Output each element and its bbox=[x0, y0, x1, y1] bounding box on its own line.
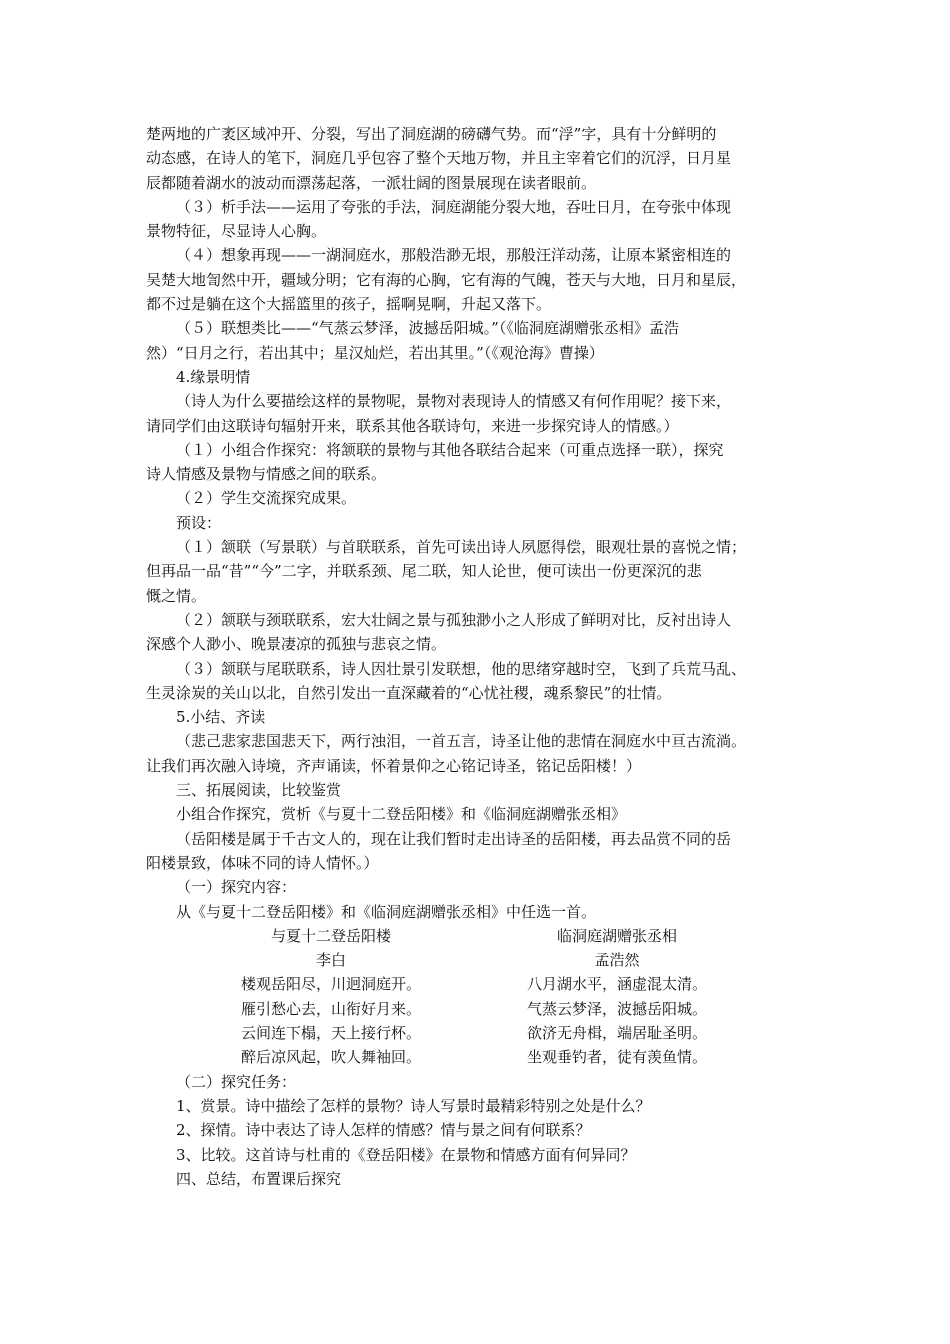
paragraph-line: （４）想象再现——一湖洞庭水，那般浩渺无垠，那般汪洋动荡，让原本紧密相连的 bbox=[176, 246, 732, 265]
body-text bbox=[146, 122, 826, 924]
paragraph-line: （悲己悲家悲国悲天下，两行浊泪，一首五言，诗圣让他的悲情在洞庭水中亘古流淌。 bbox=[176, 732, 747, 751]
poem-right bbox=[467, 924, 767, 1070]
poem-comparison bbox=[146, 924, 826, 1067]
paragraph-line: 让我们再次融入诗境，齐声诵读，怀着景仰之心铭记诗圣，铭记岳阳楼！） bbox=[146, 756, 642, 775]
poem-title: 与夏十二登岳阳楼 bbox=[270, 926, 391, 945]
task-item: 2、探情。诗中表达了诗人怎样的情感？情与景之间有何联系？ bbox=[176, 1121, 591, 1140]
paragraph-line: 辰都随着湖水的波动而漂荡起落，一派壮阔的图景展现在读者眼前。 bbox=[146, 173, 597, 192]
poem-line: 坐观垂钓者，徒有羡鱼情。 bbox=[526, 1048, 707, 1067]
paragraph-line: （诗人为什么要描绘这样的景物呢，景物对表现诗人的情感又有何作用呢？接下来， bbox=[176, 392, 732, 411]
task-list bbox=[146, 1070, 826, 1191]
poem-line: 欲济无舟楫，端居耻圣明。 bbox=[526, 1023, 707, 1042]
paragraph-line: （２）学生交流探究成果。 bbox=[176, 489, 357, 508]
paragraph-line: 请同学们由这联诗句辐射开来，联系其他各联诗句，来进一步探究诗人的情感。） bbox=[146, 416, 679, 435]
paragraph-line: 从《与夏十二登岳阳楼》和《临洞庭湖赠张丞相》中任选一首。 bbox=[176, 902, 597, 921]
paragraph-line: 都不过是躺在这个大摇篮里的孩子，摇啊晃啊，升起又落下。 bbox=[146, 295, 552, 314]
section-heading: 三、拓展阅读，比较鉴赏 bbox=[176, 781, 342, 800]
task-item: 1、赏景。诗中描绘了怎样的景物？诗人写景时最精彩特别之处是什么？ bbox=[176, 1097, 651, 1116]
section-heading: 4.缘景明情 bbox=[176, 367, 251, 386]
poem-left bbox=[181, 924, 481, 1070]
paragraph-line: 慨之情。 bbox=[146, 586, 207, 605]
poem-title: 临洞庭湖赠张丞相 bbox=[556, 926, 677, 945]
paragraph-line: 然）“日月之行，若出其中；星汉灿烂，若出其里。”（《观沧海》曹操） bbox=[146, 343, 604, 362]
paragraph-line: 诗人情感及景物与情感之间的联系。 bbox=[146, 465, 387, 484]
poem-line: 八月湖水平，涵虚混太清。 bbox=[526, 975, 707, 994]
paragraph-line: （３）析手法——运用了夸张的手法，洞庭湖能分裂大地，吞吐日月，在夸张中体现 bbox=[176, 197, 732, 216]
paragraph-line: （１）颔联（写景联）与首联联系，首先可读出诗人夙愿得偿，眼观壮景的喜悦之情； bbox=[176, 538, 747, 557]
paragraph-line: 阳楼景致，体味不同的诗人情怀。） bbox=[146, 853, 379, 872]
section-heading: 5.小结、齐读 bbox=[176, 708, 266, 727]
section-heading: 四、总结，布置课后探究 bbox=[176, 1169, 342, 1188]
paragraph-line: （２）颔联与颈联联系，宏大壮阔之景与孤独渺小之人形成了鲜明对比，反衬出诗人 bbox=[176, 610, 732, 629]
poem-line: 楼观岳阳尽，川迥洞庭开。 bbox=[240, 975, 421, 994]
paragraph-line: （５）联想类比——“气蒸云梦泽，波撼岳阳城。”（《临洞庭湖赠张丞相》孟浩 bbox=[176, 319, 679, 338]
paragraph-line: （３）颔联与尾联联系，诗人因壮景引发联想，他的思绪穿越时空，飞到了兵荒马乱、 bbox=[176, 659, 747, 678]
paragraph-line: 生灵涂炭的关山以北，自然引发出一直深藏着的“心忧社稷，魂系黎民”的壮情。 bbox=[146, 683, 672, 702]
paragraph-line: 楚两地的广袤区域冲开、分裂，写出了洞庭湖的磅礴气势。而“浮”字，具有十分鲜明的 bbox=[146, 125, 717, 143]
paragraph-line: 动态感，在诗人的笔下，洞庭几乎包容了整个天地万物，并且主宰着它们的沉浮，日月星 bbox=[146, 149, 732, 168]
poem-author: 孟浩然 bbox=[594, 951, 640, 970]
paragraph-line: 小组合作探究，赏析《与夏十二登岳阳楼》和《临洞庭湖赠张丞相》 bbox=[176, 805, 627, 824]
section-heading: （一）探究内容： bbox=[176, 878, 297, 897]
paragraph-line: 深感个人渺小、晚景凄凉的孤独与悲哀之情。 bbox=[146, 635, 447, 654]
task-item: 3、比较。这首诗与杜甫的《登岳阳楼》在景物和情感方面有何异同？ bbox=[176, 1145, 636, 1164]
paragraph-line: 景物特征，尽显诗人心胸。 bbox=[146, 222, 327, 241]
poem-author: 李白 bbox=[315, 951, 346, 970]
paragraph-line: 但再品一品“昔”“今”二字，并联系颈、尾二联，知人论世，便可读出一份更深沉的悲 bbox=[146, 562, 702, 581]
poem-line: 雁引愁心去，山衔好月来。 bbox=[240, 999, 421, 1018]
section-heading: （二）探究任务： bbox=[176, 1072, 297, 1091]
paragraph-line: 预设： bbox=[176, 513, 222, 532]
paragraph-line: （１）小组合作探究：将颔联的景物与其他各联结合起来（可重点选择一联），探究 bbox=[176, 440, 724, 459]
paragraph-line: 吴楚大地訇然中开，疆域分明；它有海的心胸，它有海的气魄，苍天与大地，日月和星辰， bbox=[146, 270, 747, 289]
poem-line: 气蒸云梦泽，波撼岳阳城。 bbox=[526, 999, 707, 1018]
poem-line: 云间连下榻，天上接行杯。 bbox=[240, 1023, 421, 1042]
document-page bbox=[146, 122, 826, 1191]
poem-line: 醉后凉风起，吹人舞袖回。 bbox=[240, 1048, 421, 1067]
paragraph-line: （岳阳楼是属于千古文人的，现在让我们暂时走出诗圣的岳阳楼，再去品赏不同的岳 bbox=[176, 829, 732, 848]
